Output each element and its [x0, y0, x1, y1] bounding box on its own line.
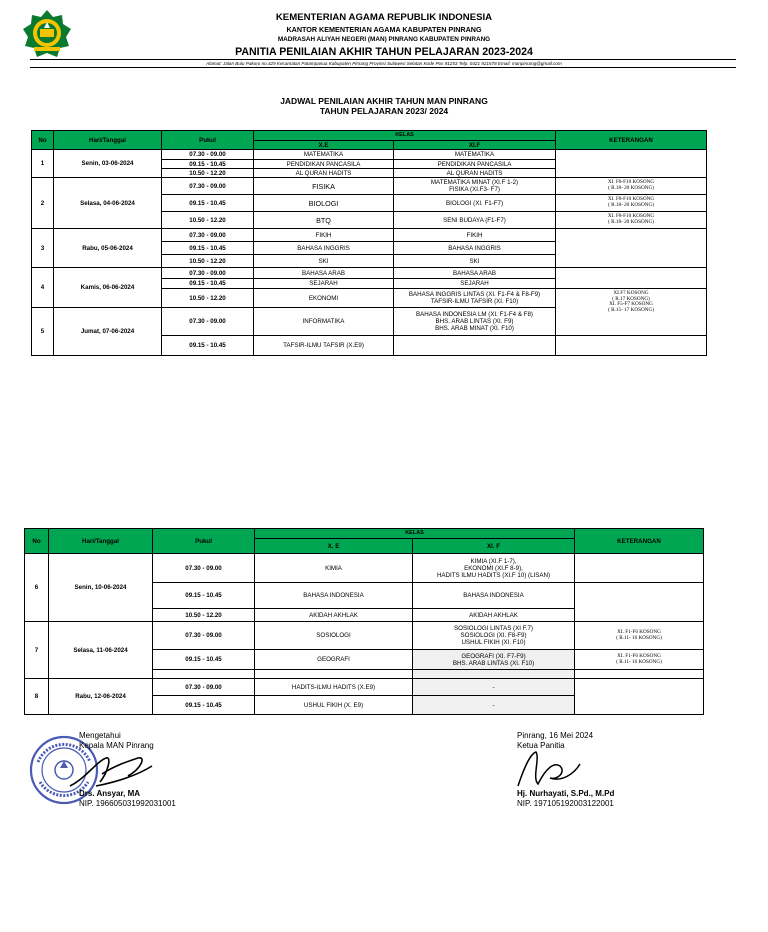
subject-xif: - [413, 696, 575, 715]
time-slot: 09.15 - 10.45 [162, 242, 254, 255]
subject-xe: FISIKA [254, 178, 394, 195]
subject-xe: INFORMATIKA [254, 308, 394, 336]
day-no: 8 [25, 679, 49, 715]
subject-xif [394, 336, 556, 356]
note: XI. F8-F10 KOSONG ( R.18- 20 KOSONG) [556, 212, 707, 229]
col-time: Pukul [162, 131, 254, 150]
subject-xe: AKIDAH AKHLAK [255, 609, 413, 622]
time-slot: 07.30 - 09.00 [162, 150, 254, 160]
time-slot: 10.50 - 12.20 [162, 289, 254, 308]
day-date: Kamis, 06-06-2024 [54, 268, 162, 308]
subject-xif: PENDIDIKAN PANCASILA [394, 160, 556, 169]
subject-xe: HADITS-ILMU HADITS (X.E9) [255, 679, 413, 696]
note: XI. F8-F10 KOSONG ( R.18- 20 KOSONG) [556, 178, 707, 195]
subject-xif: SKI [394, 255, 556, 268]
header-rule-bottom [30, 67, 736, 68]
time-slot: 09.15 - 10.45 [162, 279, 254, 289]
col-xe: X. E [255, 539, 413, 554]
note: XI. F1-F6 KOSONG ( R.11- 16 KOSONG) [575, 622, 704, 650]
day-date: Selasa, 04-06-2024 [54, 178, 162, 229]
sig-left-name: Drs. Ansyar, MA [79, 789, 141, 798]
day-no: 7 [25, 622, 49, 679]
note [556, 150, 707, 178]
subject-xif: MATEMATIKA [394, 150, 556, 160]
subject-xif: BAHASA ARAB [394, 268, 556, 279]
time-slot: 07.30 - 09.00 [153, 554, 255, 583]
time-slot: 07.30 - 09.00 [162, 268, 254, 279]
subject-xe: USHUL FIKIH (X. E9) [255, 696, 413, 715]
subject-xe: BIOLOGI [254, 195, 394, 212]
ministry-name: KEMENTERIAN AGAMA REPUBLIK INDONESIA [275, 12, 493, 23]
col-xe: X.E [254, 141, 394, 150]
subject-xe: GEOGRAFI [255, 650, 413, 670]
day-no: 2 [32, 178, 54, 229]
subject-xe: PENDIDIKAN PANCASILA [254, 160, 394, 169]
sig-right-nip: NIP. 197105192003122001 [517, 799, 614, 808]
subject-xif: AL QURAN HADITS [394, 169, 556, 178]
subject-xe: BAHASA INGGRIS [254, 242, 394, 255]
subject-xif: MATEMATIKA MINAT (XI.F 1-2) FISIKA (XI.F3- F7) [394, 178, 556, 195]
subject-xe: SEJARAH [254, 279, 394, 289]
day-no: 1 [32, 150, 54, 178]
subject-xe: BAHASA ARAB [254, 268, 394, 279]
school-address: Alamat: Jalan Bulu Pakoro no.429 Kecamatan Patampanua Kabupaten Pinrang Provinsi Sulawesi Selatan Kode Pos 91253 Telp. 0421 921678 Email: manpinrang@gmail.com [206, 61, 562, 66]
day-date: Rabu, 12-06-2024 [49, 679, 153, 715]
note [575, 679, 704, 715]
col-day: Hari/Tanggal [49, 529, 153, 554]
col-kelas: KELAS [254, 131, 556, 141]
schedule-table-week-2 [24, 528, 704, 715]
col-no: No [32, 131, 54, 150]
sig-left-line1: Mengetahui [79, 731, 121, 740]
subject-xif: BAHASA INDONESIA [413, 583, 575, 609]
subject-xe: BAHASA INDONESIA [255, 583, 413, 609]
office-name: KANTOR KEMENTERIAN AGAMA KABUPATEN PINRANG [286, 25, 482, 34]
subject-xe-empty [255, 670, 413, 679]
note-line: XI. F5-F7 KOSONG ( R.15- 17 KOSONG) [608, 301, 654, 313]
subject-xif: AKIDAH AKHLAK [413, 609, 575, 622]
subject-xif: SOSIOLOGI LINTAS (XI F.7) SOSIOLOGI (XI. F8-F9) USHUL FIKIH (XI. F10) [413, 622, 575, 650]
subject-xif: BAHASA INDONESIA LM (XI. F1-F4 & F8) BHS. ARAB LINTAS (XI. F9) BHS. ARAB MINAT (XI. F10) [394, 308, 556, 336]
subject-xe: EKONOMI [254, 289, 394, 308]
day-date: Senin, 03-06-2024 [54, 150, 162, 178]
col-xif: XI. F [413, 539, 575, 554]
col-keterangan: KETERANGAN [575, 529, 704, 554]
time-slot: 09.15 - 10.45 [162, 195, 254, 212]
subject-xif: SEJARAH [394, 279, 556, 289]
col-kelas: KELAS [255, 529, 575, 539]
day-no: 3 [32, 229, 54, 268]
day-no: 4 [32, 268, 54, 308]
note [556, 268, 707, 289]
sig-right-line2: Ketua Panitia [517, 741, 565, 750]
subject-xif: FIKIH [394, 229, 556, 242]
sig-left-nip: NIP. 196605031992031001 [79, 799, 176, 808]
committee-name: PANITIA PENILAIAN AKHIR TAHUN PELAJARAN 2023-2024 [235, 46, 533, 58]
subject-xe: MATEMATIKA [254, 150, 394, 160]
subject-xe: KIMIA [255, 554, 413, 583]
time-slot: 10.50 - 12.20 [162, 255, 254, 268]
time-slot: 10.50 - 12.20 [162, 212, 254, 229]
subject-xe: FIKIH [254, 229, 394, 242]
note [556, 336, 707, 356]
time-slot: 09.15 - 10.45 [153, 650, 255, 670]
time-slot: 07.30 - 09.00 [162, 308, 254, 336]
day-date: Jumat, 07-06-2024 [54, 308, 162, 356]
schedule-table-week-1 [31, 130, 707, 356]
time-slot: 09.15 - 10.45 [162, 160, 254, 169]
sig-right-name: Hj. Nurhayati, S.Pd., M.Pd [517, 789, 615, 798]
header-rule-top [30, 59, 736, 60]
subject-xif: BIOLOGI (XI. F1-F7) [394, 195, 556, 212]
note [556, 229, 707, 268]
subject-xe: BTQ [254, 212, 394, 229]
schedule-title: JADWAL PENILAIAN AKHIR TAHUN MAN PINRANG [280, 96, 488, 106]
time-slot: 10.50 - 12.20 [153, 609, 255, 622]
day-no: 6 [25, 554, 49, 622]
time-slot: 07.30 - 09.00 [162, 178, 254, 195]
school-name: MADRASAH ALIYAH NEGERI (MAN) PINRANG KABUPATEN PINRANG [277, 36, 491, 43]
subject-xe: TAFSIR-ILMU TAFSIR (X.E9) [254, 336, 394, 356]
col-day: Hari/Tanggal [54, 131, 162, 150]
day-date: Selasa, 11-06-2024 [49, 622, 153, 679]
subject-xif: GEOGRAFI (XI. F7-F9) BHS. ARAB LINTAS (XI. F10) [413, 650, 575, 670]
time-slot: 07.30 - 09.00 [153, 679, 255, 696]
note [556, 289, 707, 336]
day-date: Rabu, 05-06-2024 [54, 229, 162, 268]
sig-right-line1: Pinrang, 16 Mei 2024 [517, 731, 594, 740]
time-slot: 07.30 - 09.00 [153, 622, 255, 650]
time-slot: 09.15 - 10.45 [153, 583, 255, 609]
schedule-year: TAHUN PELAJARAN 2023/ 2024 [319, 106, 449, 116]
subject-xif-empty [413, 670, 575, 679]
day-no: 5 [32, 308, 54, 356]
time-slot: 09.15 - 10.45 [162, 336, 254, 356]
signature-right-icon [514, 748, 584, 790]
time-slot: 10.50 - 12.20 [162, 169, 254, 178]
time-slot: 09.15 - 10.45 [153, 696, 255, 715]
col-time: Pukul [153, 529, 255, 554]
note [575, 583, 704, 622]
note [575, 554, 704, 583]
time-slot: 07.30 - 09.00 [162, 229, 254, 242]
note-line: XI.F7 KOSONG ( R.17 KOSONG) [612, 290, 650, 302]
sig-left-line2: Kepala MAN Pinrang [79, 741, 154, 750]
col-no: No [25, 529, 49, 554]
letterhead [0, 0, 768, 72]
signature-left-icon [66, 752, 156, 792]
subject-xe: AL QURAN HADITS [254, 169, 394, 178]
subject-xif: BAHASA INGGRIS [394, 242, 556, 255]
subject-xif: BAHASA INGGRIS LINTAS (XI. F1-F4 & F8-F9) TAFSIR-ILMU TAFSIR (XI. F10) [394, 289, 556, 308]
subject-xif: SENI BUDAYA (F1-F7) [394, 212, 556, 229]
subject-xe: SOSIOLOGI [255, 622, 413, 650]
subject-xif: KIMIA (XI.F 1-7), EKONOMI (XI.F 8-9), HADITS ILMU HADITS (XI.F 10) (LISAN) [413, 554, 575, 583]
note: XI. F8-F10 KOSONG ( R.18- 20 KOSONG) [556, 195, 707, 212]
col-xif: XI.F [394, 141, 556, 150]
col-keterangan: KETERANGAN [556, 131, 707, 150]
day-date: Senin, 10-06-2024 [49, 554, 153, 622]
subject-xif: - [413, 679, 575, 696]
note: XI. F1-F6 KOSONG ( R.11- 16 KOSONG) [575, 650, 704, 670]
time-slot-empty [153, 670, 255, 679]
note-empty [575, 670, 704, 679]
subject-xe: SKI [254, 255, 394, 268]
